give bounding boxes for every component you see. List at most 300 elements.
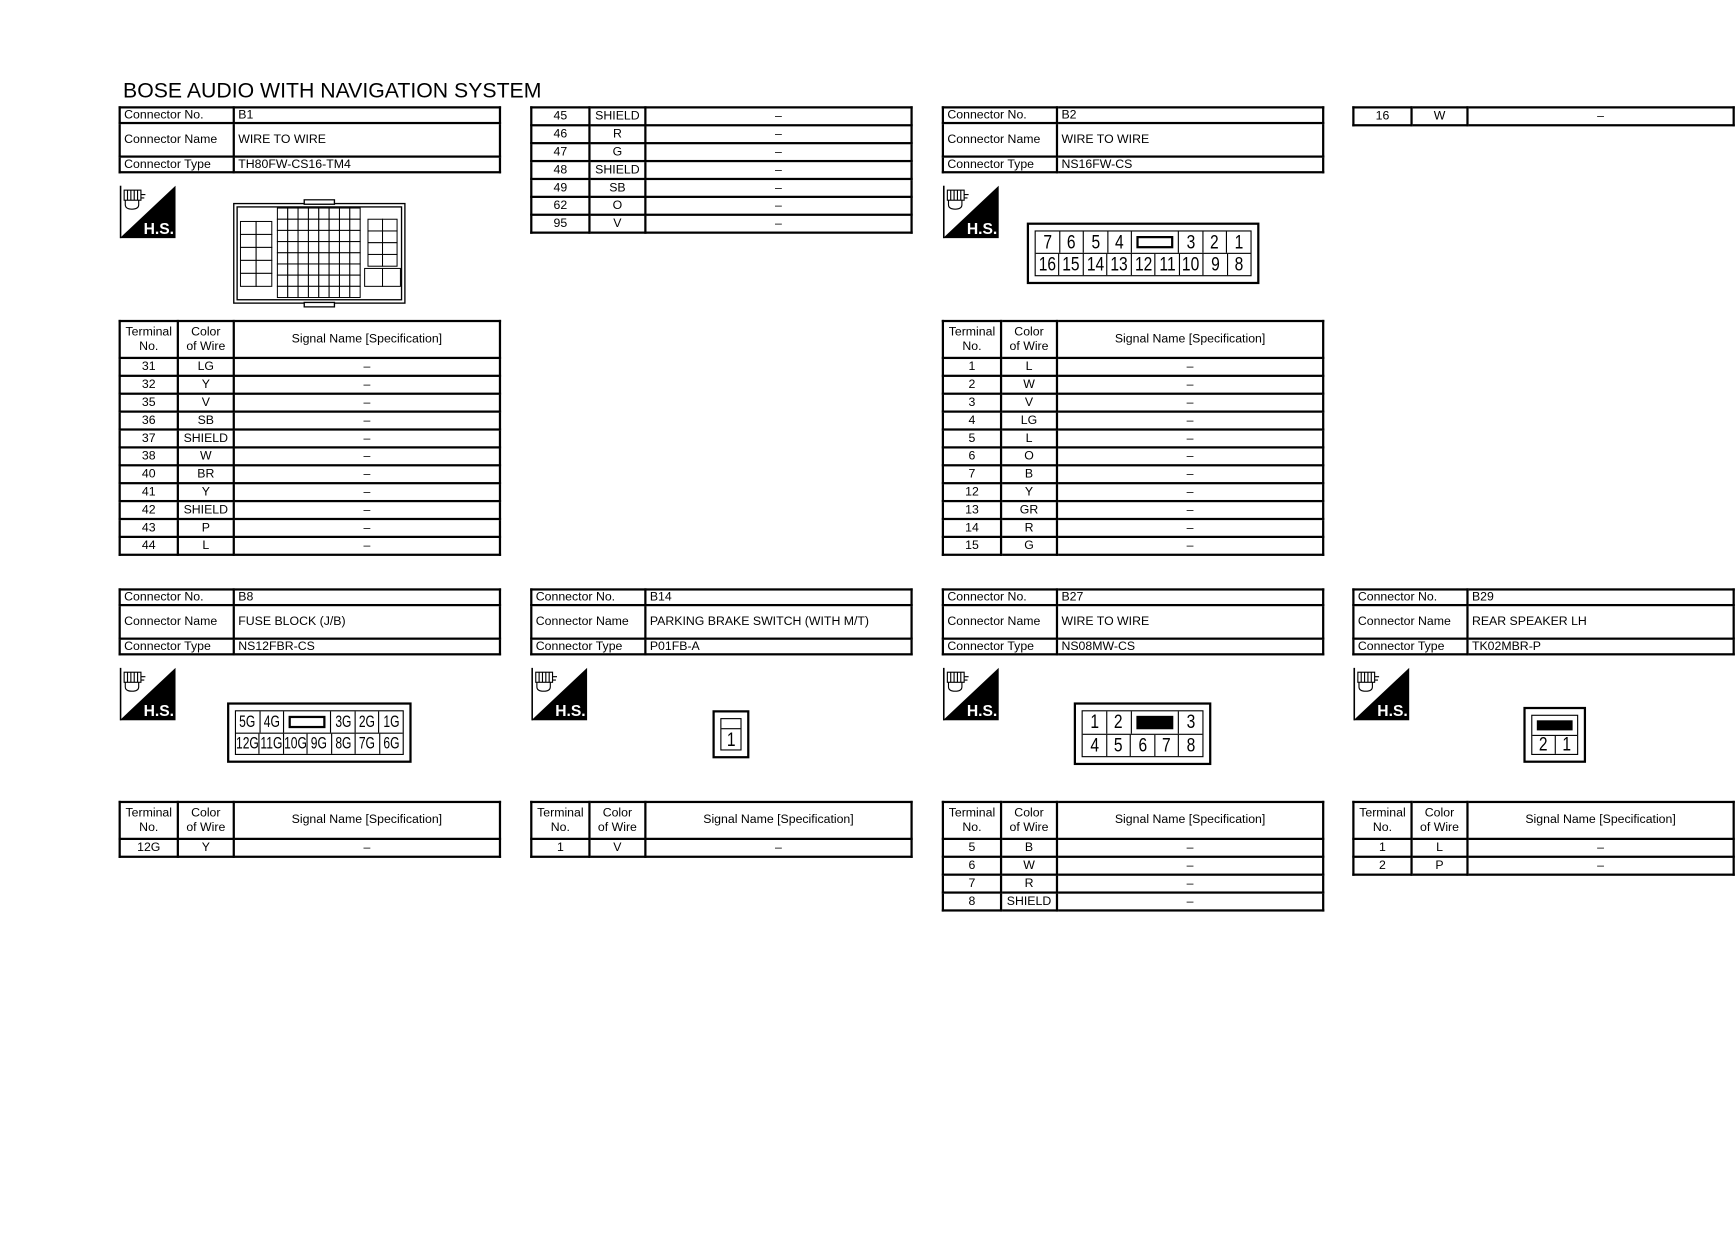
signal-name: – bbox=[1057, 394, 1323, 412]
harness-side-icon bbox=[531, 668, 587, 721]
hs-label: H.S. bbox=[143, 220, 175, 238]
signal-name: – bbox=[234, 447, 500, 465]
wire-color: Y bbox=[178, 839, 234, 857]
pin-row bbox=[1036, 232, 1251, 253]
color-header-line1: Color bbox=[1424, 805, 1455, 820]
lock-mark bbox=[1137, 236, 1174, 248]
connector-no-label: Connector No. bbox=[531, 589, 645, 605]
terminal-row bbox=[531, 161, 911, 179]
terminal-table-b2-continued bbox=[1352, 106, 1735, 126]
signal-name: – bbox=[1467, 839, 1733, 857]
pin-number: 4 bbox=[1089, 734, 1099, 756]
pin-row bbox=[1083, 711, 1203, 733]
terminal-no: 6 bbox=[943, 447, 1001, 465]
pin-number: 8 bbox=[1234, 253, 1244, 276]
signal-name-header: Signal Name [Specification] bbox=[1057, 802, 1323, 839]
pin-cell bbox=[1107, 254, 1131, 275]
terminal-no: 62 bbox=[531, 197, 589, 215]
connector-no-label: Connector No. bbox=[120, 589, 234, 605]
harness-side-icon bbox=[943, 668, 999, 721]
terminal-row bbox=[120, 839, 500, 857]
connector-name-row bbox=[120, 123, 500, 157]
terminal-row bbox=[943, 839, 1323, 857]
pin-cell bbox=[1226, 232, 1250, 253]
terminal-row bbox=[120, 430, 500, 448]
harness-side-icon bbox=[120, 186, 176, 239]
wire-color: B bbox=[1001, 465, 1057, 483]
wire-color: G bbox=[589, 143, 645, 161]
signal-name: – bbox=[1057, 501, 1323, 519]
pin-number: 1 bbox=[1089, 711, 1099, 733]
connector-no-value: B29 bbox=[1467, 589, 1733, 605]
pin-number: 7 bbox=[1042, 231, 1052, 253]
terminal-no: 7 bbox=[943, 465, 1001, 483]
terminal-no: 2 bbox=[943, 376, 1001, 394]
terminal-row bbox=[531, 143, 911, 161]
connector-type-row bbox=[1353, 639, 1733, 655]
pin-cell bbox=[1059, 254, 1083, 275]
terminal-no: 37 bbox=[120, 430, 178, 448]
terminal-row bbox=[943, 857, 1323, 875]
pin-row bbox=[236, 732, 403, 754]
wire-color: SB bbox=[589, 179, 645, 197]
terminal-no: 36 bbox=[120, 412, 178, 430]
pin-cell bbox=[1178, 711, 1202, 733]
color-header-line1: Color bbox=[191, 324, 221, 339]
terminal-row bbox=[531, 839, 911, 857]
terminal-table-b27 bbox=[942, 801, 1325, 912]
connector-no-value: B2 bbox=[1057, 107, 1323, 123]
pin-cell bbox=[307, 733, 331, 754]
pin-cell bbox=[1154, 734, 1178, 756]
terminal-table-header bbox=[1353, 802, 1733, 839]
terminal-row bbox=[1353, 107, 1733, 125]
terminal-row bbox=[943, 483, 1323, 501]
connector-face-b27 bbox=[1074, 702, 1212, 765]
pin-cell bbox=[236, 733, 259, 754]
connector-no-value: B27 bbox=[1057, 589, 1323, 605]
signal-name: – bbox=[234, 465, 500, 483]
terminal-no: 13 bbox=[943, 501, 1001, 519]
connector-face-body bbox=[235, 710, 404, 755]
wire-color-header bbox=[1001, 321, 1057, 358]
pin-cell bbox=[1106, 734, 1130, 756]
terminal-table-header bbox=[943, 321, 1323, 358]
terminal-row bbox=[531, 215, 911, 233]
signal-name: – bbox=[1467, 107, 1733, 125]
terminal-no: 44 bbox=[120, 537, 178, 555]
terminal-no: 48 bbox=[531, 161, 589, 179]
hs-label: H.S. bbox=[966, 702, 998, 720]
signal-name: – bbox=[645, 125, 911, 143]
wire-color: W bbox=[1001, 376, 1057, 394]
pin-number: 14 bbox=[1086, 253, 1104, 276]
terminal-no: 38 bbox=[120, 447, 178, 465]
signal-name: – bbox=[1467, 857, 1733, 875]
terminal-no: 47 bbox=[531, 143, 589, 161]
terminal-no: 43 bbox=[120, 519, 178, 537]
connector-type-label: Connector Type bbox=[943, 157, 1057, 173]
signal-name-header: Signal Name [Specification] bbox=[234, 802, 500, 839]
connector-type-label: Connector Type bbox=[943, 639, 1057, 655]
pin-cell bbox=[1036, 254, 1059, 275]
signal-name: – bbox=[645, 107, 911, 125]
terminal-header-line1: Terminal bbox=[125, 805, 173, 820]
connector-type-label: Connector Type bbox=[531, 639, 645, 655]
pin-number: 5G bbox=[239, 712, 256, 732]
terminal-header-line2: No. bbox=[139, 339, 159, 353]
pin-number: 2 bbox=[1114, 711, 1124, 733]
connector-type-label: Connector Type bbox=[120, 639, 234, 655]
harness-side-icon bbox=[943, 186, 999, 239]
terminal-header-line1: Terminal bbox=[125, 324, 173, 339]
wire-color: P bbox=[178, 519, 234, 537]
signal-name: – bbox=[1057, 875, 1323, 893]
pin-number: 6G bbox=[383, 734, 400, 754]
terminal-header-line1: Terminal bbox=[1359, 805, 1406, 820]
terminal-no: 32 bbox=[120, 376, 178, 394]
wire-color: V bbox=[178, 394, 234, 412]
terminal-row bbox=[120, 376, 500, 394]
connector-pictogram-icon bbox=[947, 672, 968, 691]
terminal-no: 41 bbox=[120, 483, 178, 501]
connector-type-row bbox=[120, 639, 500, 655]
terminal-table-b29 bbox=[1352, 801, 1735, 876]
wire-color: R bbox=[589, 125, 645, 143]
terminal-row bbox=[943, 447, 1323, 465]
pin-row bbox=[1036, 253, 1251, 275]
connector-face-body bbox=[720, 718, 741, 750]
color-header-line2: of Wire bbox=[1420, 820, 1459, 834]
terminal-table-header bbox=[943, 802, 1323, 839]
terminal-header-line1: Terminal bbox=[537, 805, 584, 820]
pin-number: 1 bbox=[726, 729, 736, 750]
terminal-no: 95 bbox=[531, 215, 589, 233]
hs-label: H.S. bbox=[1377, 702, 1408, 720]
color-header-line2: of Wire bbox=[597, 820, 637, 834]
pin-number: 6 bbox=[1067, 231, 1076, 253]
pin-cell bbox=[1083, 254, 1107, 275]
pin-block-right bbox=[368, 219, 397, 266]
connector-no-row bbox=[943, 589, 1323, 605]
connector-no-label: Connector No. bbox=[1353, 589, 1467, 605]
signal-name: – bbox=[1057, 519, 1323, 537]
connector-type-row bbox=[943, 639, 1323, 655]
terminal-row bbox=[531, 125, 911, 143]
wire-color: V bbox=[1001, 394, 1057, 412]
wire-color: SHIELD bbox=[589, 161, 645, 179]
pin-number: 15 bbox=[1062, 253, 1080, 276]
pin-cell bbox=[283, 733, 307, 754]
terminal-no: 31 bbox=[120, 358, 178, 376]
wire-color: Y bbox=[178, 483, 234, 501]
pin-cell bbox=[1107, 232, 1131, 253]
pin-cell bbox=[1178, 254, 1202, 275]
terminal-row bbox=[120, 412, 500, 430]
connector-face-b29 bbox=[1523, 707, 1586, 763]
signal-name: – bbox=[1057, 412, 1323, 430]
pin-number: 10G bbox=[283, 734, 307, 754]
terminal-table-b14 bbox=[530, 801, 913, 858]
terminal-no: 42 bbox=[120, 501, 178, 519]
connector-lock-slot bbox=[283, 711, 330, 732]
pin-number: 9G bbox=[311, 734, 328, 754]
signal-name: – bbox=[1057, 893, 1323, 911]
pin-number: 11 bbox=[1158, 253, 1176, 276]
connector-type-row bbox=[531, 639, 911, 655]
pin-cell bbox=[1226, 254, 1250, 275]
pin-cell bbox=[331, 733, 355, 754]
pin-number: 12 bbox=[1134, 253, 1152, 276]
color-header-line1: Color bbox=[1014, 324, 1044, 339]
wire-color: GR bbox=[1001, 501, 1057, 519]
wire-color-header bbox=[178, 802, 234, 839]
connector-info-b1 bbox=[119, 106, 502, 173]
signal-name: – bbox=[234, 839, 500, 857]
wire-color: V bbox=[589, 839, 645, 857]
terminal-no: 7 bbox=[943, 875, 1001, 893]
pin-number: 10 bbox=[1182, 253, 1200, 276]
hs-label: H.S. bbox=[143, 702, 175, 720]
terminal-no: 1 bbox=[531, 839, 589, 857]
terminal-no: 3 bbox=[943, 394, 1001, 412]
pin-cell bbox=[236, 711, 259, 732]
connector-type-value: TK02MBR-P bbox=[1467, 639, 1733, 655]
pin-cell bbox=[1202, 232, 1226, 253]
color-header-line2: of Wire bbox=[1009, 339, 1049, 353]
signal-name: – bbox=[645, 215, 911, 233]
terminal-row bbox=[943, 519, 1323, 537]
signal-name-header: Signal Name [Specification] bbox=[234, 321, 500, 358]
color-header-line2: of Wire bbox=[186, 820, 226, 834]
connector-face-body bbox=[1082, 710, 1204, 757]
wire-color-header bbox=[1001, 802, 1057, 839]
hs-label: H.S. bbox=[555, 702, 586, 720]
terminal-no-header bbox=[943, 802, 1001, 839]
connector-no-row bbox=[943, 107, 1323, 123]
terminal-row bbox=[943, 430, 1323, 448]
terminal-no: 8 bbox=[943, 893, 1001, 911]
connector-pictogram-icon bbox=[124, 672, 145, 691]
wire-color: P bbox=[1412, 857, 1468, 875]
connector-no-label: Connector No. bbox=[943, 107, 1057, 123]
terminal-row bbox=[120, 447, 500, 465]
signal-name: – bbox=[234, 519, 500, 537]
terminal-row bbox=[531, 107, 911, 125]
connector-name-value: FUSE BLOCK (J/B) bbox=[234, 605, 500, 639]
terminal-row bbox=[943, 358, 1323, 376]
terminal-no: 35 bbox=[120, 394, 178, 412]
pin-cell bbox=[1131, 254, 1155, 275]
signal-name-header: Signal Name [Specification] bbox=[1057, 321, 1323, 358]
connector-info-b8 bbox=[119, 588, 502, 655]
lock-mark bbox=[289, 716, 326, 728]
terminal-row bbox=[531, 179, 911, 197]
wire-color: W bbox=[1412, 107, 1468, 125]
wire-color: LG bbox=[1001, 412, 1057, 430]
terminal-no: 16 bbox=[1353, 107, 1411, 125]
terminal-table-header bbox=[120, 802, 500, 839]
signal-name: – bbox=[645, 161, 911, 179]
pin-cell bbox=[1083, 232, 1107, 253]
pin-number: 4G bbox=[263, 712, 280, 732]
pin-number: 1 bbox=[1234, 231, 1244, 253]
connector-type-label: Connector Type bbox=[120, 157, 234, 173]
wire-color: L bbox=[1412, 839, 1468, 857]
pin-row bbox=[1532, 716, 1577, 734]
pin-number: 3 bbox=[1186, 711, 1196, 733]
terminal-row bbox=[120, 537, 500, 555]
pin-cell bbox=[379, 711, 403, 732]
connector-no-label: Connector No. bbox=[943, 589, 1057, 605]
terminal-no: 15 bbox=[943, 537, 1001, 555]
signal-name: – bbox=[1057, 537, 1323, 555]
wire-color: BR bbox=[178, 465, 234, 483]
terminal-row bbox=[943, 501, 1323, 519]
pin-block-right-lower bbox=[365, 268, 401, 286]
connector-no-value: B1 bbox=[234, 107, 500, 123]
terminal-no: 5 bbox=[943, 839, 1001, 857]
terminal-no: 46 bbox=[531, 125, 589, 143]
harness-side-icon bbox=[1353, 668, 1409, 721]
pin-cell bbox=[1155, 254, 1179, 275]
connector-name-label: Connector Name bbox=[531, 605, 645, 639]
signal-name: – bbox=[1057, 358, 1323, 376]
terminal-row bbox=[943, 875, 1323, 893]
connector-no-row bbox=[120, 107, 500, 123]
signal-name: – bbox=[234, 394, 500, 412]
terminal-row bbox=[120, 358, 500, 376]
connector-face-b1 bbox=[233, 199, 406, 307]
connector-name-label: Connector Name bbox=[943, 605, 1057, 639]
wire-color: L bbox=[1001, 358, 1057, 376]
wire-color: R bbox=[1001, 875, 1057, 893]
wire-color: Y bbox=[1001, 483, 1057, 501]
connector-face-b14 bbox=[712, 710, 749, 758]
lock-mark bbox=[1136, 716, 1174, 729]
connector-face-body bbox=[1035, 230, 1252, 276]
connector-type-label: Connector Type bbox=[1353, 639, 1467, 655]
signal-name-header: Signal Name [Specification] bbox=[1467, 802, 1733, 839]
signal-name: – bbox=[645, 839, 911, 857]
signal-name: – bbox=[1057, 447, 1323, 465]
pin-number: 16 bbox=[1038, 253, 1056, 276]
pin-number: 2 bbox=[1210, 231, 1220, 253]
pin-number: 7 bbox=[1162, 734, 1172, 756]
pin-number: 4 bbox=[1115, 231, 1124, 253]
signal-name: – bbox=[234, 376, 500, 394]
color-header-line1: Color bbox=[191, 805, 221, 820]
signal-name: – bbox=[1057, 857, 1323, 875]
connector-name-value: WIRE TO WIRE bbox=[1057, 605, 1323, 639]
terminal-no-header bbox=[120, 802, 178, 839]
pin-cell bbox=[355, 733, 379, 754]
pin-cell bbox=[1083, 711, 1106, 733]
terminal-row bbox=[943, 376, 1323, 394]
wire-color: R bbox=[1001, 519, 1057, 537]
pin-row bbox=[1083, 733, 1203, 756]
color-header-line1: Color bbox=[1014, 805, 1044, 820]
connector-lock-slot bbox=[1130, 711, 1178, 733]
signal-name: – bbox=[234, 537, 500, 555]
terminal-table-header bbox=[531, 802, 911, 839]
terminal-row bbox=[1353, 839, 1733, 857]
connector-type-value: NS16FW-CS bbox=[1057, 157, 1323, 173]
pin-cell bbox=[1202, 254, 1226, 275]
signal-name-header: Signal Name [Specification] bbox=[645, 802, 911, 839]
terminal-no-header bbox=[943, 321, 1001, 358]
connector-face-body bbox=[1531, 715, 1578, 755]
connector-name-value: WIRE TO WIRE bbox=[234, 123, 500, 157]
pin-number: 12G bbox=[236, 734, 259, 754]
pin-number: 5 bbox=[1091, 231, 1100, 253]
pin-number: 5 bbox=[1114, 734, 1123, 756]
connector-no-value: B8 bbox=[234, 589, 500, 605]
pin-number: 6 bbox=[1138, 734, 1147, 756]
connector-pictogram-icon bbox=[947, 190, 968, 209]
terminal-no: 5 bbox=[943, 430, 1001, 448]
terminal-row bbox=[943, 394, 1323, 412]
pin-cell bbox=[259, 733, 283, 754]
connector-face-b8 bbox=[227, 702, 412, 762]
connector-name-row bbox=[943, 123, 1323, 157]
signal-name: – bbox=[234, 412, 500, 430]
connector-lock-slot bbox=[721, 719, 740, 728]
terminal-header-line2: No. bbox=[550, 820, 570, 834]
signal-name: – bbox=[645, 197, 911, 215]
pin-cell bbox=[1083, 734, 1106, 756]
connector-name-row bbox=[120, 605, 500, 639]
pin-cell bbox=[1554, 735, 1577, 753]
terminal-no: 4 bbox=[943, 412, 1001, 430]
pin-number: 2 bbox=[1538, 735, 1548, 754]
connector-no-row bbox=[1353, 589, 1733, 605]
pin-cell bbox=[1178, 232, 1202, 253]
terminal-header-line2: No. bbox=[962, 339, 982, 353]
connector-no-label: Connector No. bbox=[120, 107, 234, 123]
connector-type-value: P01FB-A bbox=[645, 639, 911, 655]
terminal-no: 12 bbox=[943, 483, 1001, 501]
terminal-table-header bbox=[120, 321, 500, 358]
terminal-table-b8 bbox=[119, 801, 502, 858]
pin-number: 7G bbox=[359, 734, 376, 754]
pin-cell bbox=[1106, 711, 1130, 733]
terminal-row bbox=[943, 893, 1323, 911]
terminal-header-line1: Terminal bbox=[948, 805, 996, 820]
pin-cell bbox=[330, 711, 354, 732]
connector-name-row bbox=[1353, 605, 1733, 639]
wire-color: SB bbox=[178, 412, 234, 430]
wire-color: O bbox=[1001, 447, 1057, 465]
signal-name: – bbox=[234, 430, 500, 448]
pin-number: 3G bbox=[334, 712, 351, 732]
terminal-header-line2: No. bbox=[139, 820, 159, 834]
pin-row bbox=[721, 719, 740, 728]
pin-number: 1G bbox=[383, 712, 400, 732]
connector-type-value: NS12FBR-CS bbox=[234, 639, 500, 655]
terminal-no: 6 bbox=[943, 857, 1001, 875]
connector-lock-slot bbox=[1131, 232, 1178, 253]
signal-name: – bbox=[234, 501, 500, 519]
wire-color: G bbox=[1001, 537, 1057, 555]
lock-mark bbox=[1537, 720, 1573, 730]
wire-color-header bbox=[1412, 802, 1468, 839]
terminal-row bbox=[120, 519, 500, 537]
pin-block-left bbox=[240, 221, 271, 286]
pin-block-center bbox=[277, 208, 360, 297]
wire-color: SHIELD bbox=[178, 501, 234, 519]
terminal-row bbox=[1353, 857, 1733, 875]
